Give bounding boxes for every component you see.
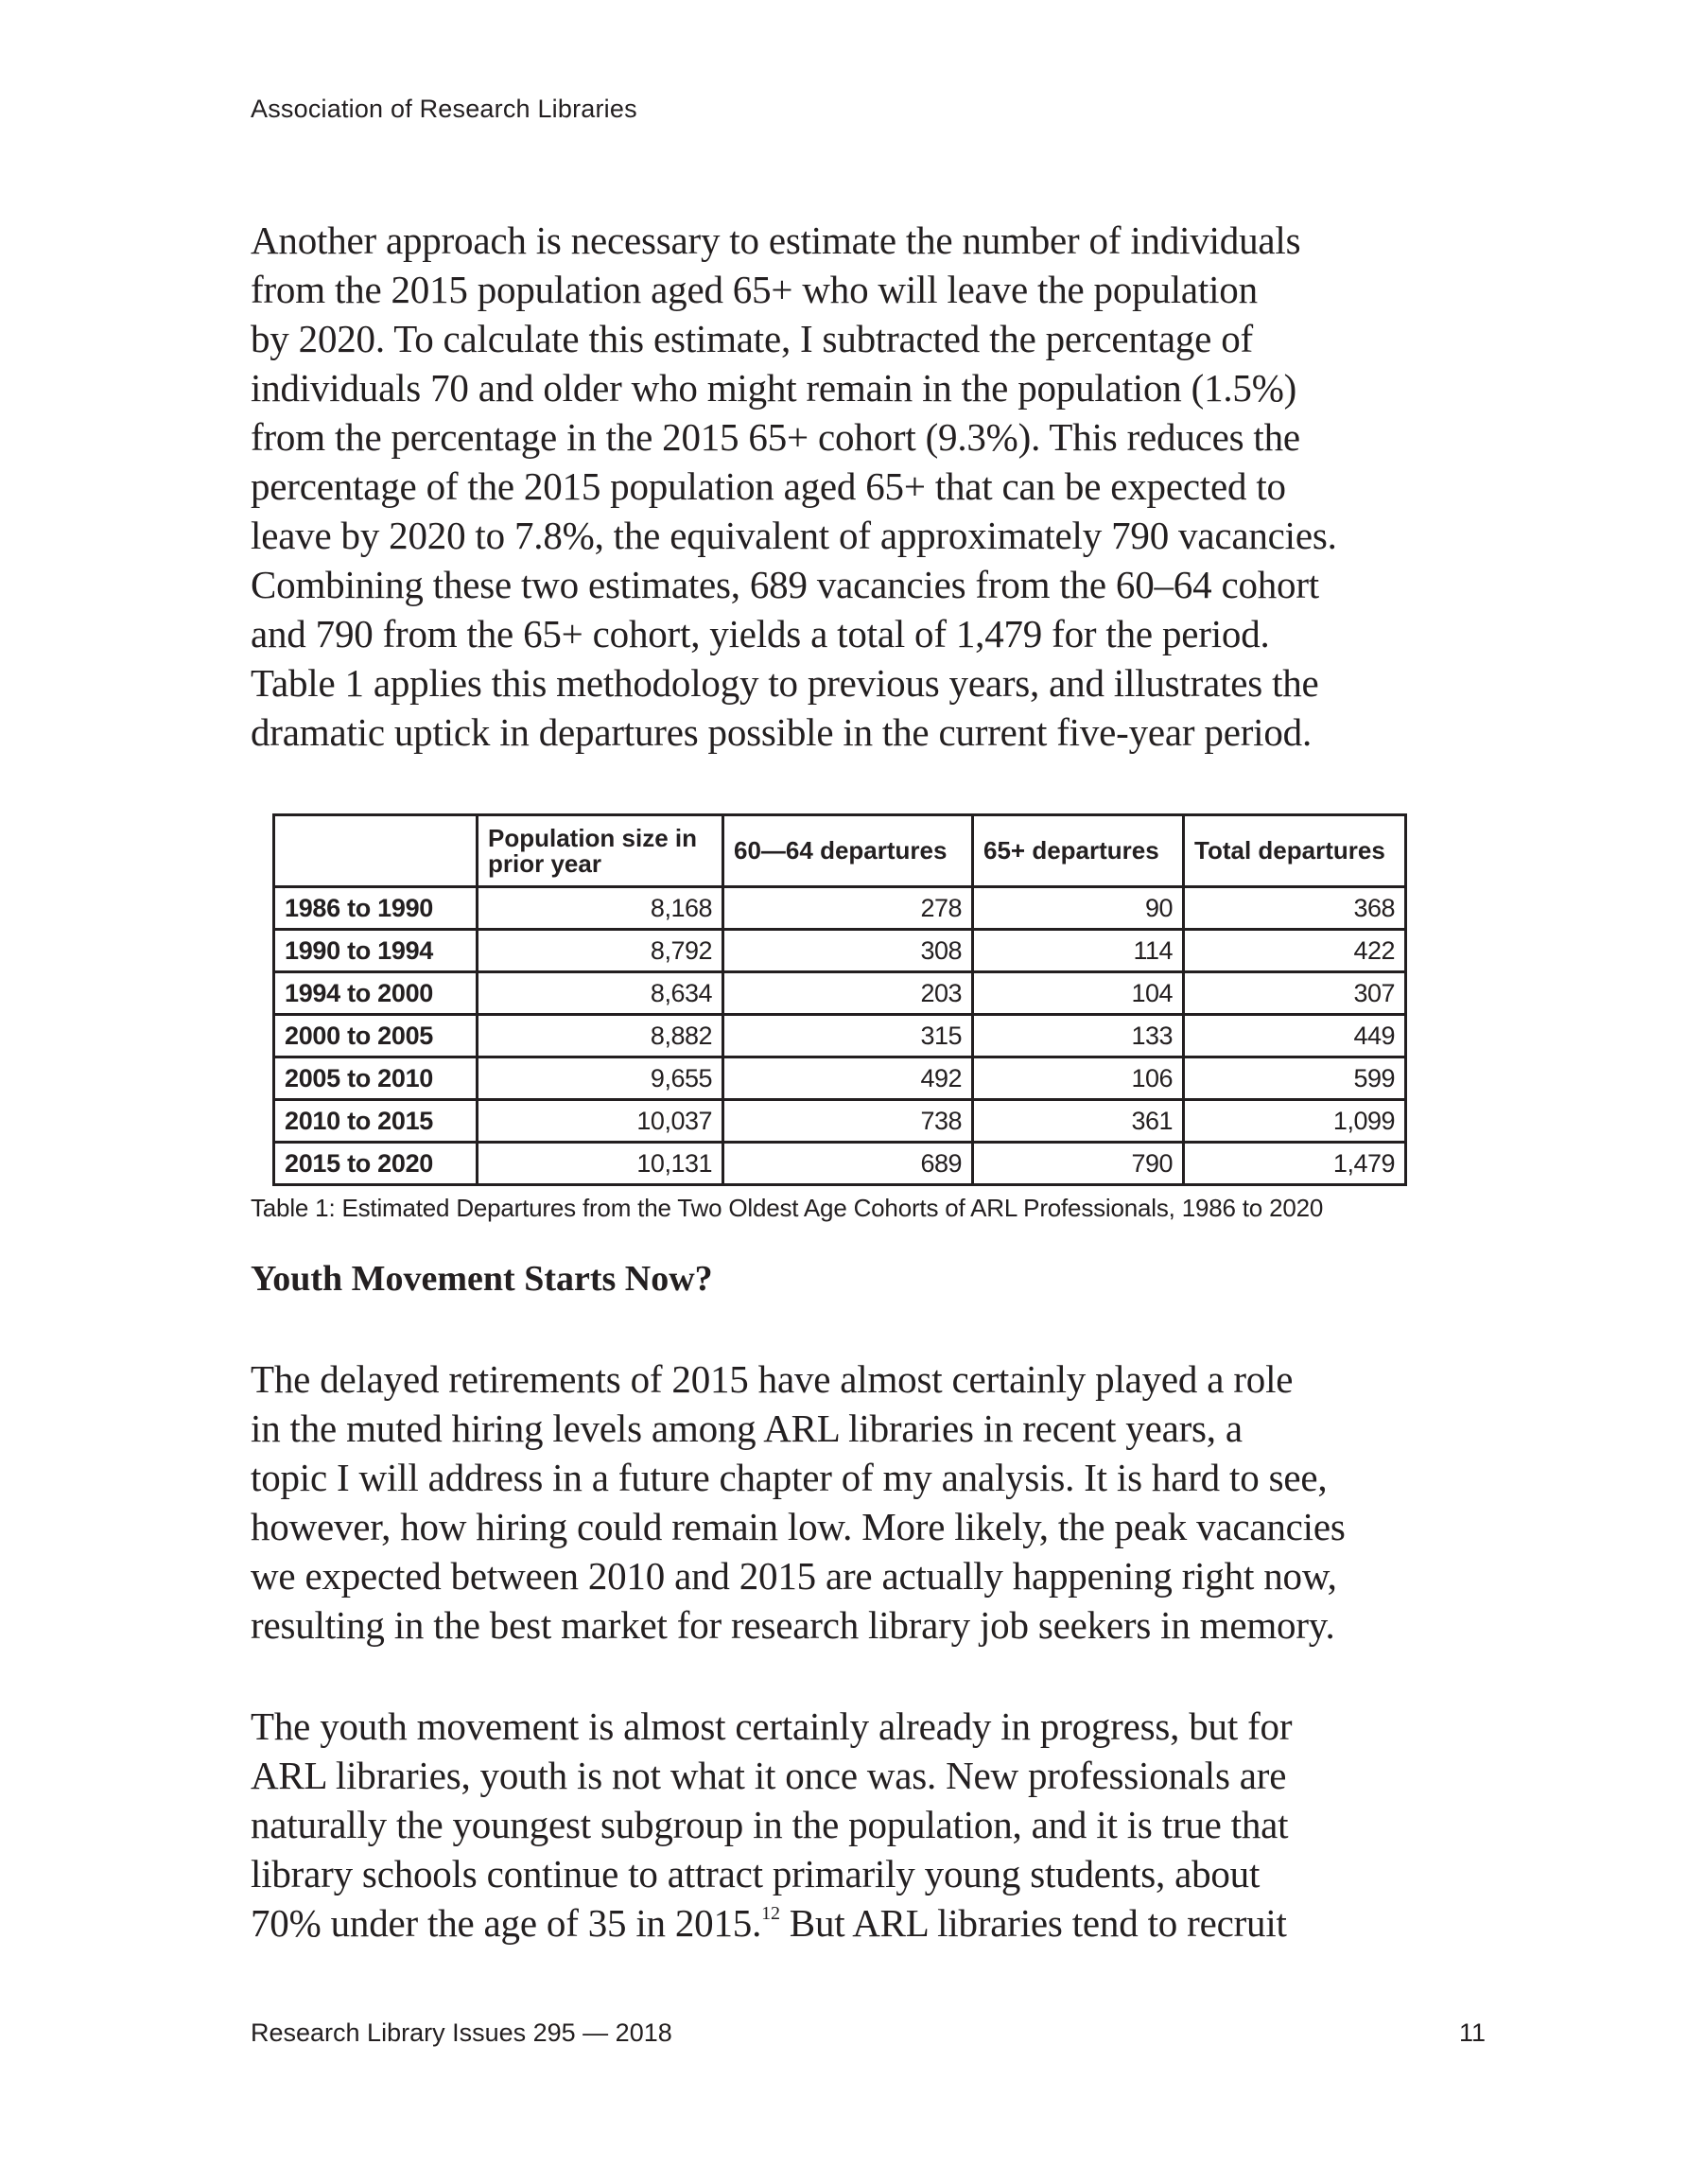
text-line: Table 1 applies this methodology to previous years, and illustrates the: [251, 661, 1319, 705]
column-header-population: Population size in prior year: [478, 815, 723, 887]
cell-population: 8,792: [478, 930, 723, 972]
cell-total: 449: [1184, 1015, 1406, 1057]
cell-population: 8,634: [478, 972, 723, 1015]
text-line: from the percentage in the 2015 65+ cohort (9.3%). This reduces the: [251, 415, 1300, 459]
cell-total: 599: [1184, 1057, 1406, 1100]
cell-60-64: 308: [723, 930, 973, 972]
text-line: The delayed retirements of 2015 have almost certainly played a role: [251, 1357, 1294, 1401]
row-label: 1986 to 1990: [274, 887, 478, 930]
row-label: 1990 to 1994: [274, 930, 478, 972]
text-line: Another approach is necessary to estimate the number of individuals: [251, 218, 1301, 262]
cell-population: 8,882: [478, 1015, 723, 1057]
page-number: 11: [1459, 2018, 1487, 2047]
running-head: Association of Research Libraries: [251, 95, 637, 123]
text-line: percentage of the 2015 population aged 65+ that can be expected to: [251, 464, 1286, 508]
text-line: resulting in the best market for research library job seekers in memory.: [251, 1603, 1335, 1647]
text-line: we expected between 2010 and 2015 are actually happening right now,: [251, 1554, 1337, 1598]
cell-60-64: 315: [723, 1015, 973, 1057]
cell-population: 9,655: [478, 1057, 723, 1100]
text-line-with-footnote: [251, 1898, 1480, 1948]
cell-population: 10,037: [478, 1100, 723, 1143]
text-line: in the muted hiring levels among ARL libraries in recent years, a: [251, 1406, 1243, 1450]
table-row: [274, 1015, 1406, 1057]
table-row: [274, 972, 1406, 1015]
cell-total: 368: [1184, 887, 1406, 930]
text-line: The youth movement is almost certainly already in progress, but for: [251, 1704, 1293, 1748]
column-header-total: Total departures: [1184, 815, 1406, 887]
cell-65-plus: 133: [973, 1015, 1184, 1057]
cell-65-plus: 790: [973, 1143, 1184, 1185]
text-line: and 790 from the 65+ cohort, yields a total of 1,479 for the period.: [251, 612, 1270, 655]
cell-65-plus: 114: [973, 930, 1184, 972]
row-label: 2000 to 2005: [274, 1015, 478, 1057]
footer-publication: Research Library Issues 295 — 2018: [251, 2018, 672, 2047]
cell-population: 10,131: [478, 1143, 723, 1185]
text-line: from the 2015 population aged 65+ who will leave the population: [251, 268, 1258, 311]
footnote-reference[interactable]: 12: [761, 1903, 780, 1924]
row-label: 2010 to 2015: [274, 1100, 478, 1143]
cell-60-64: 689: [723, 1143, 973, 1185]
text-line: by 2020. To calculate this estimate, I subtracted the percentage of: [251, 317, 1253, 360]
cell-60-64: 492: [723, 1057, 973, 1100]
section-heading: Youth Movement Starts Now?: [251, 1259, 713, 1299]
text-line: leave by 2020 to 7.8%, the equivalent of approximately 790 vacancies.: [251, 514, 1337, 557]
cell-65-plus: 90: [973, 887, 1184, 930]
text-line: ARL libraries, youth is not what it once was. New professionals are: [251, 1754, 1287, 1797]
text-segment: 70% under the age of 35 in 2015.: [251, 1901, 762, 1945]
table-row: [274, 930, 1406, 972]
column-header-65-plus: 65+ departures: [973, 815, 1184, 887]
text-line: topic I will address in a future chapter of my analysis. It is hard to see,: [251, 1456, 1328, 1499]
text-line: individuals 70 and older who might remain in the population (1.5%): [251, 366, 1297, 410]
cell-60-64: 203: [723, 972, 973, 1015]
cell-65-plus: 104: [973, 972, 1184, 1015]
text-line: naturally the youngest subgroup in the population, and it is true that: [251, 1803, 1289, 1846]
text-line: library schools continue to attract primarily young students, about: [251, 1852, 1261, 1896]
cell-60-64: 738: [723, 1100, 973, 1143]
column-header-period: [274, 815, 478, 887]
cell-total: 1,479: [1184, 1143, 1406, 1185]
paragraph-delayed-retirements: [251, 1354, 1480, 1650]
text-line: Combining these two estimates, 689 vacancies from the 60–64 cohort: [251, 563, 1319, 606]
row-label: 2005 to 2010: [274, 1057, 478, 1100]
table-row: [274, 887, 1406, 930]
text-line: however, how hiring could remain low. More likely, the peak vacancies: [251, 1505, 1346, 1548]
row-label: 1994 to 2000: [274, 972, 478, 1015]
cell-total: 1,099: [1184, 1100, 1406, 1143]
table-caption: Table 1: Estimated Departures from the Two Oldest Age Cohorts of ARL Professionals, 1986 to 2020: [251, 1194, 1324, 1222]
paragraph-methodology: [251, 216, 1480, 757]
cell-60-64: 278: [723, 887, 973, 930]
cell-population: 8,168: [478, 887, 723, 930]
table-row: [274, 1100, 1406, 1143]
table-header-row: [274, 815, 1406, 887]
text-line: dramatic uptick in departures possible in the current five-year period.: [251, 710, 1312, 754]
table-row: [274, 1057, 1406, 1100]
table-row: [274, 1143, 1406, 1185]
cell-65-plus: 361: [973, 1100, 1184, 1143]
cell-65-plus: 106: [973, 1057, 1184, 1100]
departures-table: [272, 813, 1407, 1186]
cell-total: 422: [1184, 930, 1406, 972]
column-header-60-64: 60—64 departures: [723, 815, 973, 887]
text-segment: But ARL libraries tend to recruit: [779, 1901, 1287, 1945]
row-label: 2015 to 2020: [274, 1143, 478, 1185]
cell-total: 307: [1184, 972, 1406, 1015]
paragraph-youth-movement: [251, 1702, 1480, 1948]
